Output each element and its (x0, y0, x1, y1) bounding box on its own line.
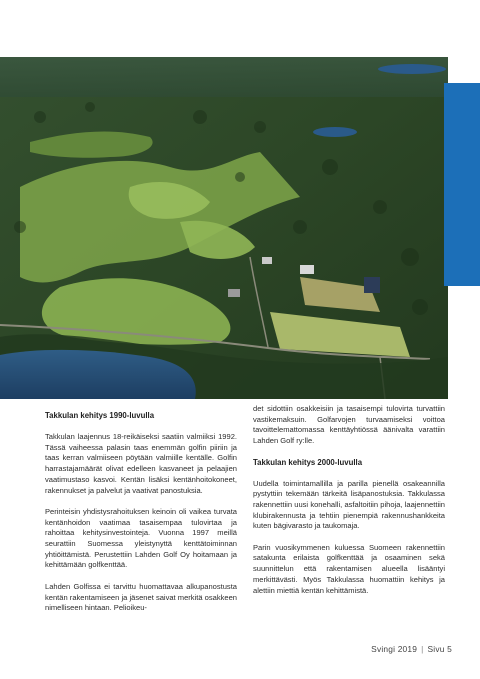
section-heading-2000s: Takkulan kehitys 2000-luvulla (253, 457, 363, 467)
footer-separator: | (421, 644, 424, 654)
accent-bar (444, 83, 480, 286)
publication-name: Svingi 2019 (371, 644, 418, 654)
page-label: Sivu (427, 644, 445, 654)
paragraph: Uudella toimintamallilla ja parilla pienellä osakeannilla pystyttiin tekemään tärkeitä lisäpanostuksia. Takkulassa rakennettiin uusi konehalli, asfaltoitiin pihoja, laajennettiin klubirakennusta ja tehtiin pienempiä rakennushankkeita kuten bägivarasto ja taukomaja. (253, 478, 445, 531)
paragraph: Parin vuosikymmenen kuluessa Suomeen rakennettiin satakunta erilaista golfkenttää ja osaaminen sekä suunnittelun että rakentamisen alueella lisääntyi merkittävästi. Myös Takkulassa huomattiin kehitys ja alettiin miettiä kentän kehittämistä. (253, 542, 445, 595)
paragraph: Lahden Golfissa ei tarvittu huomattavaa alkupanostusta kentän rakentamiseen ja jäsenet saivat merkitä osakkeen nimelliseen hintaan. Pelioikeu- (45, 581, 237, 613)
paragraph: Takkulan laajennus 18-reikäiseksi saatiin valmiiksi 1992. Tässä vaiheessa palasin taas enemmän golfin piiriin ja taas kerran valmiiseen pöytään valmiille kentälle. Golfin harrastajamäärät olivat edelleen kasvaneet ja pelaajien vaatimustaso kasvoi. Kentän lisäksi kentänhoitokoneet, rakennukset ja palvelut ja vaativat panostuksia. (45, 432, 237, 495)
right-column (253, 404, 445, 607)
page-footer (371, 644, 452, 654)
section-heading-1990s: Takkulan kehitys 1990-luvulla (45, 411, 155, 420)
paragraph: Perinteisin yhdistysrahoituksen keinoin oli vaikea turvata kentänhoidon vaatimaa tasaisempaa tulovirtaa ja rahoittaa kehitysinvestointeja. Vuonna 1997 meillä seurattiin Suomessa yleistynyttä kenttätoiminnan yhtiöittämistä. Perustettiin Lahden Golf Oy hoitamaan ja kehittämään golfkenttää. (45, 506, 237, 570)
left-column (45, 411, 237, 625)
aerial-golf-course-photo (0, 57, 448, 399)
paragraph: det sidottiin osakkeisiin ja tasaisempi tulovirta turvattiin vastikemaksuin. Golfarvojen turvaamiseksi voittoa tavoittelemattomassa kenttäyhtiössä äänivalta varattiin Lahden Golf ry:lle. (253, 404, 445, 446)
page-number: 5 (447, 644, 452, 654)
